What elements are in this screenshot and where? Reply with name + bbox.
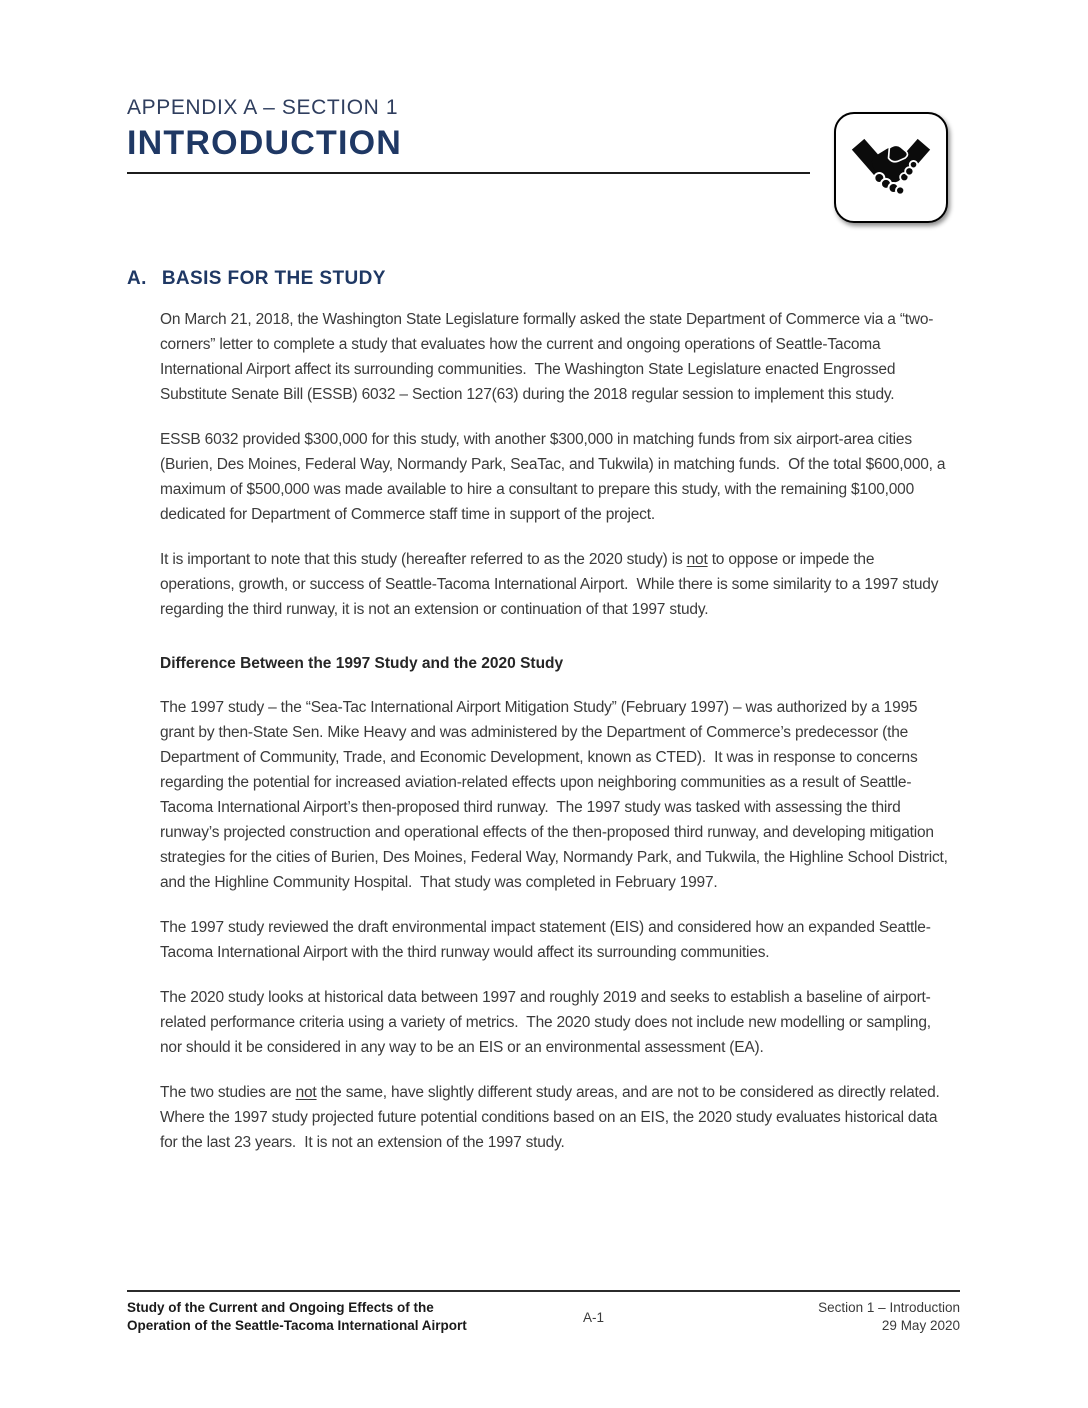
section-heading (127, 268, 967, 290)
paragraph: On March 21, 2018, the Washington State Legislature formally asked the state Department of Commerce via a “two-corners” letter to complete a study that evaluates how the current and ongoing operations of Seattle-Tacoma International Airport affect its surrounding communities. The Washington State Legislature enacted Engrossed Substitute Senate Bill (ESSB) 6032 – Section 127(63) during the 2018 regular session to implement this study. (160, 311, 934, 403)
page-footer (127, 1290, 960, 1335)
paragraph: The 2020 study looks at historical data between 1997 and roughly 2019 and seeks to establish a baseline of airport-related performance criteria using a variety of metrics. The 2020 study does not include new modelling or sampling, nor should it be considered in any way to be an EIS or an environmental assessment (EA). (160, 989, 935, 1056)
footer-study-title (127, 1299, 477, 1335)
content-area (127, 268, 967, 1175)
paragraph: It is important to note that this study (hereafter referred to as the 2020 study) is not to oppose or impede the operations, growth, or success of Seattle-Tacoma International Airport. While there is some similarity to a 1997 study regarding the third runway, it is not an extension or continuation of that 1997 study. (160, 551, 943, 618)
sub-heading: Difference Between the 1997 Study and the 2020 Study (160, 655, 564, 672)
paragraph: The two studies are not the same, have slightly different study areas, and are not to be considered as directly related. Where the 1997 study projected future potential conditions based on an EIS, the 2020 study evaluates historical data for the last 23 years. It is not an extension of the 1997 study. (160, 1084, 948, 1151)
handshake-icon (847, 128, 935, 208)
paragraph: The 1997 study – the “Sea-Tac International Airport Mitigation Study” (February 1997) – was authorized by a 1995 grant by then-State Sen. Mike Heavy and was administered by the Department of Commerce’s predecessor (the Department of Community, Trade, and Economic Development, known as CTED). It was in response to concerns regarding the potential for increased aviation-related effects upon neighboring communities as a result of Seattle-Tacoma International Airport’s then-proposed third runway. The 1997 study was tasked with assessing the third runway’s projected construction and operational effects of the then-proposed third runway, and developing mitigation strategies for the cities of Burien, Des Moines, Federal Way, Normandy Park, and Tukwila, the Highline School District, and the Highline Community Hospital. That study was completed in February 1997. (160, 699, 952, 891)
page-header (127, 96, 817, 174)
footer-study-title-line2: Operation of the Seattle-Tacoma International Airport (127, 1318, 467, 1333)
paragraph: ESSB 6032 provided $300,000 for this study, with another $300,000 in matching funds from six airport-area cities (Burien, Des Moines, Federal Way, Normandy Park, SeaTac, and Tukwila) in matching funds. Of the total $600,000, a maximum of $500,000 was made available to hire a consultant to prepare this study, with the remaining $100,000 dedicated for Department of Commerce staff time in support of the project. (160, 431, 950, 523)
page-number: A-1 (582, 1309, 604, 1325)
footer-section-info (710, 1299, 960, 1335)
section-title: BASIS FOR THE STUDY (161, 268, 386, 289)
section-letter: A. (127, 268, 147, 289)
footer-section-label: Section 1 – Introduction (818, 1300, 960, 1315)
footer-study-title-line1: Study of the Current and Ongoing Effects of the (127, 1300, 434, 1315)
handshake-icon-frame (834, 112, 948, 223)
title-divider (127, 172, 810, 174)
appendix-label: APPENDIX A – SECTION 1 (127, 96, 399, 119)
paragraph: The 1997 study reviewed the draft environmental impact statement (EIS) and considered how an expanded Seattle-Tacoma International Airport with the third runway would affect its surrounding communities. (160, 919, 931, 961)
footer-date: 29 May 2020 (881, 1318, 960, 1333)
page-title: INTRODUCTION (127, 124, 403, 162)
body-blocks (160, 307, 952, 1155)
